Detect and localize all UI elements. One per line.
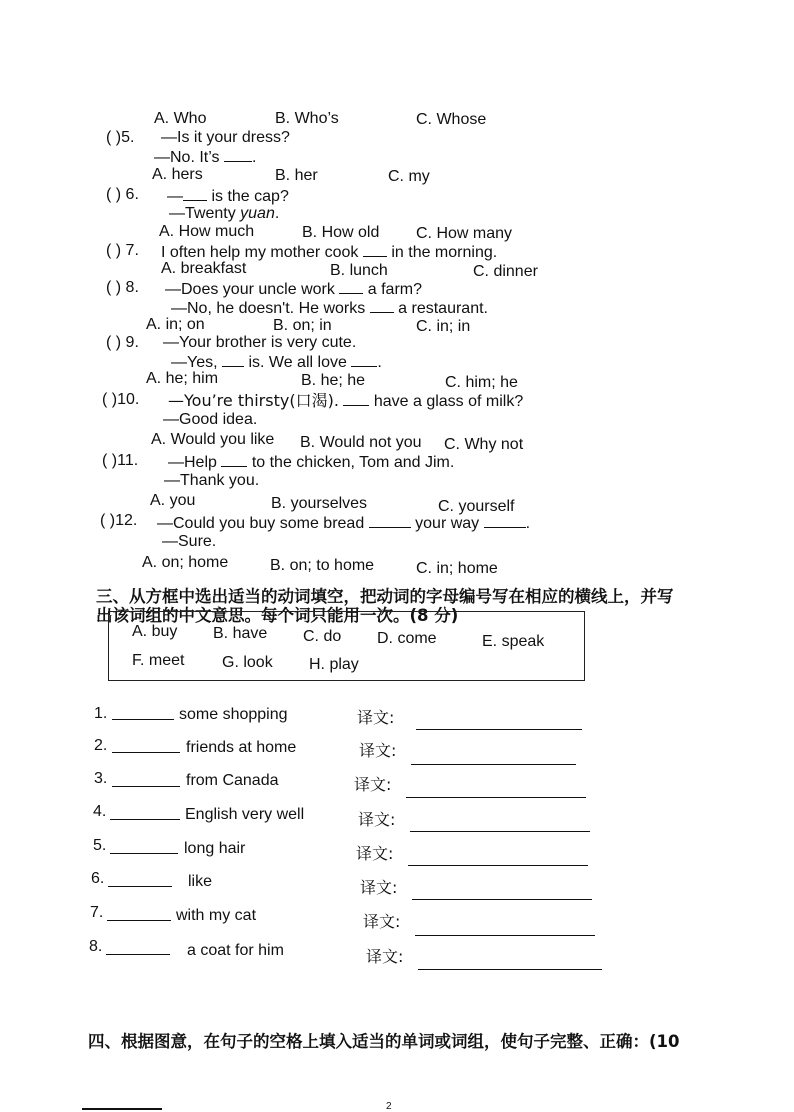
q5-option-a: A. hers <box>152 166 203 183</box>
q9-answer <box>171 352 382 372</box>
q11-option-a: A. you <box>150 492 196 509</box>
q4-option-a: A. Who <box>154 110 207 127</box>
answer-blank[interactable] <box>343 391 369 406</box>
q5-number: ( )5. <box>106 129 135 146</box>
q9-option-b: B. he; he <box>301 372 366 389</box>
fill-item-2-translate-label: 译文: <box>359 741 397 760</box>
fill-item-4-text: English very well <box>185 806 305 823</box>
fill-item-7-blank[interactable] <box>107 920 171 921</box>
q12-question-pre: —Could you buy some bread <box>157 515 365 532</box>
fill-item-5-number: 5. <box>93 837 107 854</box>
q11-question-post: to the chicken, Tom and Jim. <box>251 454 455 471</box>
word-bank-c: C. do <box>303 628 342 645</box>
fill-item-8-translation-line[interactable] <box>418 969 602 970</box>
fill-item-7-text: with my cat <box>176 907 257 924</box>
fill-item-7-translation-line[interactable] <box>415 935 595 936</box>
q4-option-b: B. Who’s <box>275 110 339 127</box>
fill-item-4-translation-line[interactable] <box>410 831 590 832</box>
fill-item-2-text: friends at home <box>186 739 297 756</box>
q6-question <box>167 186 289 206</box>
word-bank-b: B. have <box>213 625 268 642</box>
q9-option-a: A. he; him <box>146 370 219 387</box>
word-bank-d: D. come <box>377 630 437 647</box>
q11-option-c: C. yourself <box>438 498 515 515</box>
q9-number: ( ) 9. <box>106 334 139 351</box>
section3-heading-line2: 出该词组的中文意思。每个词只能用一次。(8 分) <box>96 606 459 625</box>
fill-item-4-blank[interactable] <box>110 819 180 820</box>
fill-item-8-translate-label: 译文: <box>366 947 404 966</box>
q6-question-pre: — <box>167 188 183 205</box>
q5-answer <box>154 147 256 167</box>
answer-blank[interactable] <box>339 279 363 294</box>
q7-option-b: B. lunch <box>330 262 388 279</box>
fill-item-6-translate-label: 译文: <box>360 878 398 897</box>
q10-option-a: A. Would you like <box>151 431 275 448</box>
q12-question <box>157 513 530 533</box>
fill-item-1-number: 1. <box>94 705 108 722</box>
answer-blank[interactable] <box>224 147 252 162</box>
q7-question-post: in the morning. <box>391 244 498 261</box>
fill-item-3-translate-label: 译文: <box>354 775 392 794</box>
q8-answer <box>171 298 488 318</box>
q10-question-pre: —You’re thirsty(口渴). <box>168 391 339 410</box>
answer-blank[interactable] <box>183 186 207 201</box>
fill-item-2-translation-line[interactable] <box>411 764 576 765</box>
section3-heading-line1: 三、从方框中选出适当的动词填空，把动词的字母编号写在相应的横线上，并写 <box>96 587 674 606</box>
answer-blank[interactable] <box>221 452 247 467</box>
answer-blank[interactable] <box>369 513 411 528</box>
word-bank-g: G. look <box>222 654 273 671</box>
q8-option-b: B. on; in <box>273 317 332 334</box>
answer-blank[interactable] <box>222 352 244 367</box>
q6-number: ( ) 6. <box>106 186 139 203</box>
fill-item-3-translation-line[interactable] <box>406 797 586 798</box>
q10-question-post: have a glass of milk? <box>373 393 524 410</box>
q5-answer-post: . <box>251 149 257 166</box>
q12-answer: —Sure. <box>162 533 217 550</box>
q6-option-a: A. How much <box>159 223 255 240</box>
answer-blank[interactable] <box>484 513 526 528</box>
q8-answer-post: a restaurant. <box>398 300 488 317</box>
page-number: 2 <box>386 1101 392 1112</box>
q12-option-b: B. on; to home <box>270 557 375 574</box>
q10-option-b: B. Would not you <box>300 434 422 451</box>
fill-item-1-translate-label: 译文: <box>357 708 395 727</box>
fill-item-6-translation-line[interactable] <box>412 899 592 900</box>
q11-answer: —Thank you. <box>164 472 260 489</box>
q7-question <box>161 242 497 262</box>
fill-item-7-number: 7. <box>90 904 104 921</box>
q10-question <box>168 391 523 411</box>
section4-heading: 四、根据图意，在句子的空格上填入适当的单词或词组，使句子完整、正确：(10 <box>88 1032 680 1051</box>
fill-item-5-translate-label: 译文: <box>356 844 394 863</box>
word-bank-f: F. meet <box>132 652 185 669</box>
fill-item-2-blank[interactable] <box>112 752 180 753</box>
q4-option-c: C. Whose <box>416 111 487 128</box>
answer-blank[interactable] <box>351 352 377 367</box>
bottom-partial-line <box>82 1108 162 1110</box>
q6-option-c: C. How many <box>416 225 513 242</box>
q7-option-c: C. dinner <box>473 263 538 280</box>
q6-answer-post: . <box>274 205 280 222</box>
q8-option-a: A. in; on <box>146 316 205 333</box>
q9-question: —Your brother is very cute. <box>163 334 357 351</box>
fill-item-1-translation-line[interactable] <box>416 729 582 730</box>
q5-question: —Is it your dress? <box>161 129 290 146</box>
q11-question <box>168 452 454 472</box>
word-bank-h: H. play <box>309 656 359 673</box>
q12-question-post: . <box>525 515 531 532</box>
fill-item-1-blank[interactable] <box>112 719 174 720</box>
fill-item-8-blank[interactable] <box>106 954 170 955</box>
q8-answer-pre: —No, he doesn't. He works <box>171 300 366 317</box>
q5-answer-pre: —No. It’s <box>154 149 220 166</box>
q5-option-b: B. her <box>275 167 318 184</box>
q7-question-pre: I often help my mother cook <box>161 244 359 261</box>
fill-item-5-blank[interactable] <box>110 853 178 854</box>
q11-number: ( )11. <box>102 452 139 469</box>
q10-answer: —Good idea. <box>163 411 258 428</box>
fill-item-4-number: 4. <box>93 803 107 820</box>
q8-question-post: a farm? <box>367 281 422 298</box>
q9-answer-post: . <box>377 354 382 371</box>
q8-question <box>165 279 422 299</box>
word-bank-e: E. speak <box>482 633 545 650</box>
q11-option-b: B. yourselves <box>271 495 368 512</box>
answer-blank[interactable] <box>370 298 394 313</box>
fill-item-3-blank[interactable] <box>112 786 180 787</box>
q9-option-c: C. him; he <box>445 374 518 391</box>
q6-answer-italic: yuan <box>240 205 275 222</box>
q9-answer-pre: —Yes, <box>171 354 218 371</box>
q6-answer <box>169 205 279 223</box>
q8-option-c: C. in; in <box>416 318 471 335</box>
q10-option-c: C. Why not <box>444 436 524 453</box>
q6-question-post: is the cap? <box>211 188 289 205</box>
q9-answer-mid: is. We all love <box>248 354 347 371</box>
fill-item-6-text: like <box>188 873 213 890</box>
q12-question-mid: your way <box>415 515 480 532</box>
answer-blank[interactable] <box>363 242 387 257</box>
fill-item-6-blank[interactable] <box>108 886 172 887</box>
fill-item-4-translate-label: 译文: <box>358 810 396 829</box>
q7-number: ( ) 7. <box>106 242 139 259</box>
fill-item-6-number: 6. <box>91 870 105 887</box>
q11-question-pre: —Help <box>168 454 217 471</box>
q8-question-pre: —Does your uncle work <box>165 281 335 298</box>
fill-item-3-text: from Canada <box>186 772 279 789</box>
q10-number: ( )10. <box>102 391 140 408</box>
q12-option-a: A. on; home <box>142 554 229 571</box>
q7-option-a: A. breakfast <box>161 260 247 277</box>
fill-item-2-number: 2. <box>94 737 108 754</box>
q6-answer-pre: —Twenty <box>169 205 241 222</box>
q12-number: ( )12. <box>100 512 138 529</box>
fill-item-3-number: 3. <box>94 770 108 787</box>
fill-item-7-translate-label: 译文: <box>363 912 401 931</box>
fill-item-8-number: 8. <box>89 938 103 955</box>
fill-item-5-translation-line[interactable] <box>408 865 588 866</box>
fill-item-8-text: a coat for him <box>187 942 284 959</box>
fill-item-1-text: some shopping <box>179 706 288 723</box>
q6-option-b: B. How old <box>302 224 380 241</box>
q5-option-c: C. my <box>388 168 430 185</box>
q12-option-c: C. in; home <box>416 560 498 577</box>
fill-item-5-text: long hair <box>184 840 246 857</box>
q8-number: ( ) 8. <box>106 279 139 296</box>
word-bank-a: A. buy <box>132 623 178 640</box>
